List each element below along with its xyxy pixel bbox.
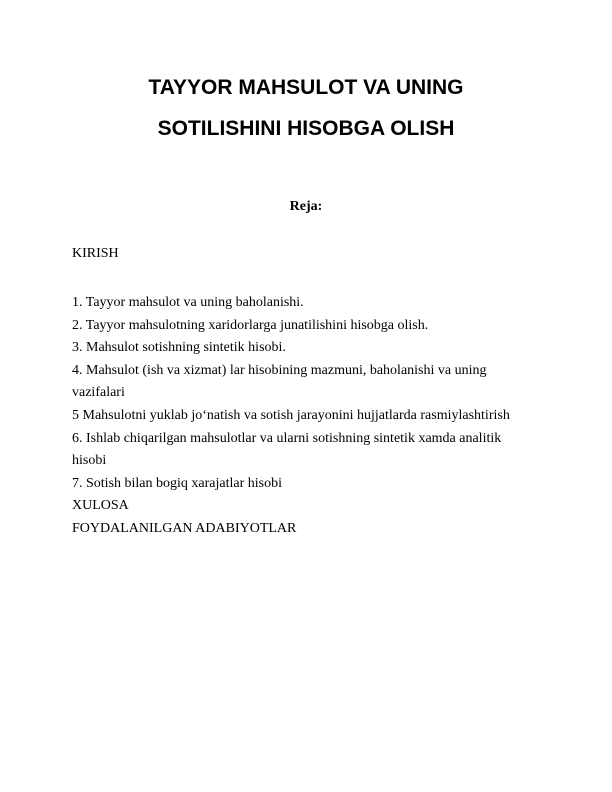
toc-line: vazifalari bbox=[72, 385, 125, 401]
toc-line: 3. Mahsulot sotishning sintetik hisobi. bbox=[72, 340, 286, 356]
toc-line: 6. Ishlab chiqarilgan mahsulotlar va ularni sotishning sintetik xamda analitik bbox=[72, 430, 502, 446]
table-of-contents bbox=[72, 292, 542, 541]
toc-line: FOYDALANILGAN ADABIYOTLAR bbox=[72, 520, 297, 536]
toc-line: hisobi bbox=[72, 453, 107, 469]
document-title-line-1: TAYYOR MAHSULOT VA UNING bbox=[148, 76, 464, 99]
intro-heading: KIRISH bbox=[72, 246, 119, 261]
toc-line: 1. Tayyor mahsulot va uning baholanishi. bbox=[72, 295, 304, 310]
toc-line: XULOSA bbox=[72, 498, 129, 514]
toc-line: 4. Mahsulot (ish va xizmat) lar hisobining mazmuni, baholanishi va uning bbox=[72, 362, 487, 378]
toc-line: 7. Sotish bilan bogiq xarajatlar hisobi bbox=[72, 475, 282, 491]
toc-line: 2. Tayyor mahsulotning xaridorlarga junatilishini hisobga olish. bbox=[72, 317, 429, 333]
toc-line: 5 Mahsulotni yuklab jo‘natish va sotish jarayonini hujjatlarda rasmiylashtirish bbox=[72, 407, 510, 423]
document-title-line-2: SOTILISHINI HISOBGA OLISH bbox=[157, 117, 455, 140]
plan-heading: Reja: bbox=[289, 199, 323, 214]
